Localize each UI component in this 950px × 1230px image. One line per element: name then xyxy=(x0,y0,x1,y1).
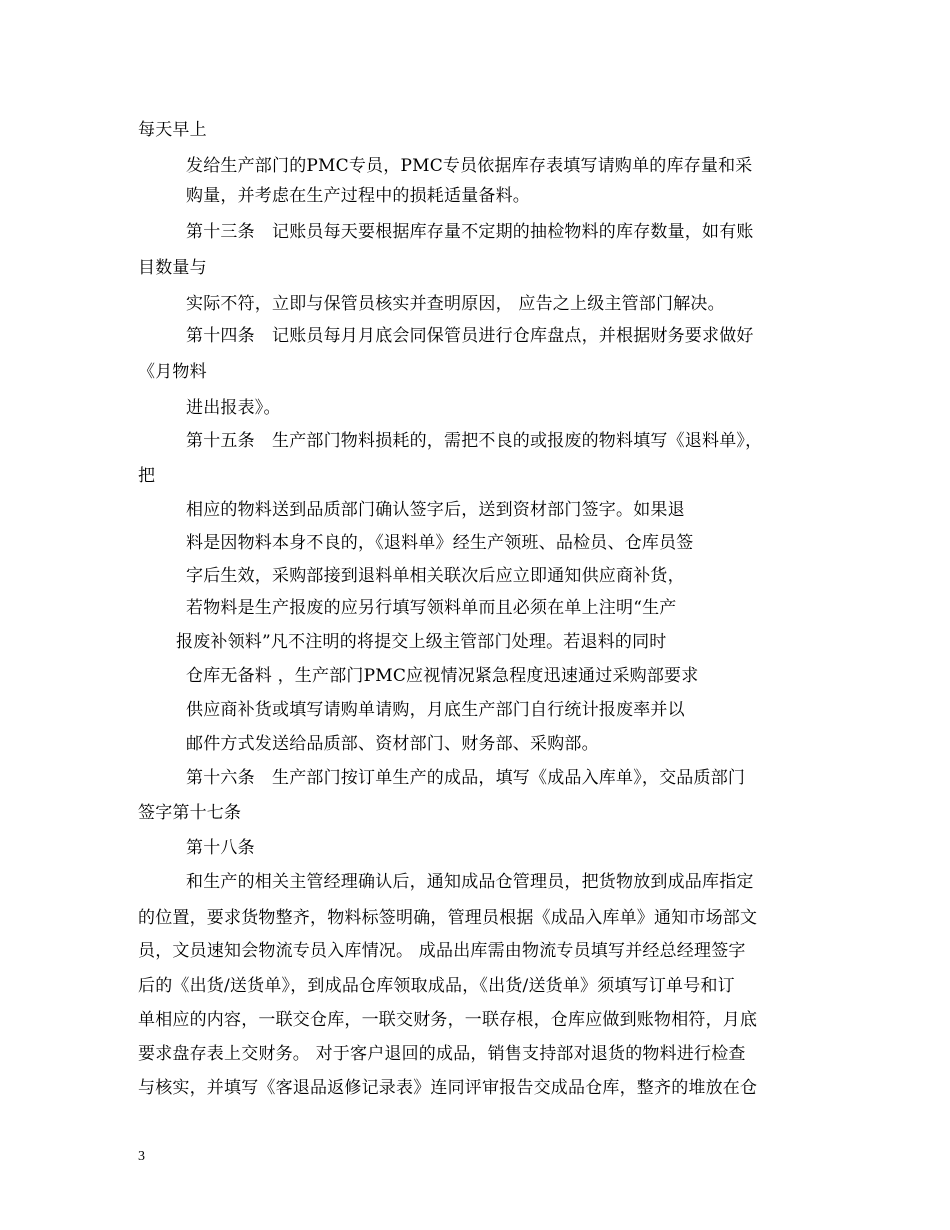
text-line: 把 xyxy=(138,466,156,486)
text-line: 后的《出货/送货单》，到成品仓库领取成品，《出货/送货单》须填写订单号和订 xyxy=(138,976,735,996)
text-line: 供应商补货或填写请购单请购，月底生产部门自行统计报废率并以 xyxy=(186,700,685,720)
text-line: 料是因物料本身不良的，《退料单》经生产领班、品检员、仓库员签 xyxy=(186,533,694,553)
text-line: 实际不符，立即与保管员核实并查明原因， 应告之上级主管部门解决。 xyxy=(186,294,725,314)
text-line: 仓库无备料 ，生产部门PMC应视情况紧急程度迅速通过采购部要求 xyxy=(186,666,699,686)
text-line: 每天早上 xyxy=(138,120,207,140)
text-line: 员，文员速知会物流专员入库情况。 成品出库需由物流专员填写并经总经理签字 xyxy=(138,941,746,961)
text-line: 与核实，并填写《客退品返修记录表》连同评审报告交成品仓库，整齐的堆放在仓 xyxy=(138,1078,758,1098)
text-line: 若物料是生产报废的应另行填写领料单而且必须在单上注明“生产 xyxy=(186,598,677,618)
text-line: 邮件方式发送给品质部、资材部门、财务部、采购部。 xyxy=(186,734,599,754)
text-line: 进出报表》。 xyxy=(186,398,281,418)
text-line: 的位置，要求货物整齐，物料标签明确，管理员根据《成品入库单》通知市场部文 xyxy=(138,908,758,928)
text-line: 发给生产部门的PMC专员，PMC专员依据库存表填写请购单的库存量和采 xyxy=(186,156,753,176)
text-line: 字后生效，采购部接到退料单相关联次后应立即通知供应商补货， xyxy=(186,566,685,586)
article-14-line: 第十四条 记账员每月月底会同保管员进行仓库盘点，并根据财务要求做好 xyxy=(186,326,754,346)
text-line: 和生产的相关主管经理确认后，通知成品仓管理员，把货物放到成品库指定 xyxy=(186,872,754,892)
text-line: 购量，并考虑在生产过程中的损耗适量备料。 xyxy=(186,186,530,206)
article-18-line: 第十八条 xyxy=(186,838,255,858)
text-line: 签字第十七条 xyxy=(138,803,242,823)
text-line: 要求盘存表上交财务。 对于客户退回的成品，销售支持部对退货的物料进行检查 xyxy=(138,1044,746,1064)
text-line: 单相应的内容，一联交仓库，一联交财务，一联存根，仓库应做到账物相符，月底 xyxy=(138,1010,758,1030)
article-13-line: 第十三条 记账员每天要根据库存量不定期的抽检物料的库存数量，如有账 xyxy=(186,222,754,242)
text-line: 相应的物料送到品质部门确认签字后，送到资材部门签字。如果退 xyxy=(186,500,685,520)
article-16-line: 第十六条 生产部门按订单生产的成品，填写《成品入库单》，交品质部门 xyxy=(186,768,746,788)
page-number: 3 xyxy=(138,1149,145,1164)
text-line: 报废补领料”凡不注明的将提交上级主管部门处理。若退料的同时 xyxy=(176,632,667,652)
text-line: 《月物料 xyxy=(138,362,207,382)
text-line: 目数量与 xyxy=(138,258,207,278)
article-15-line: 第十五条 生产部门物料损耗的，需把不良的或报废的物料填写《退料单》， xyxy=(186,431,763,451)
